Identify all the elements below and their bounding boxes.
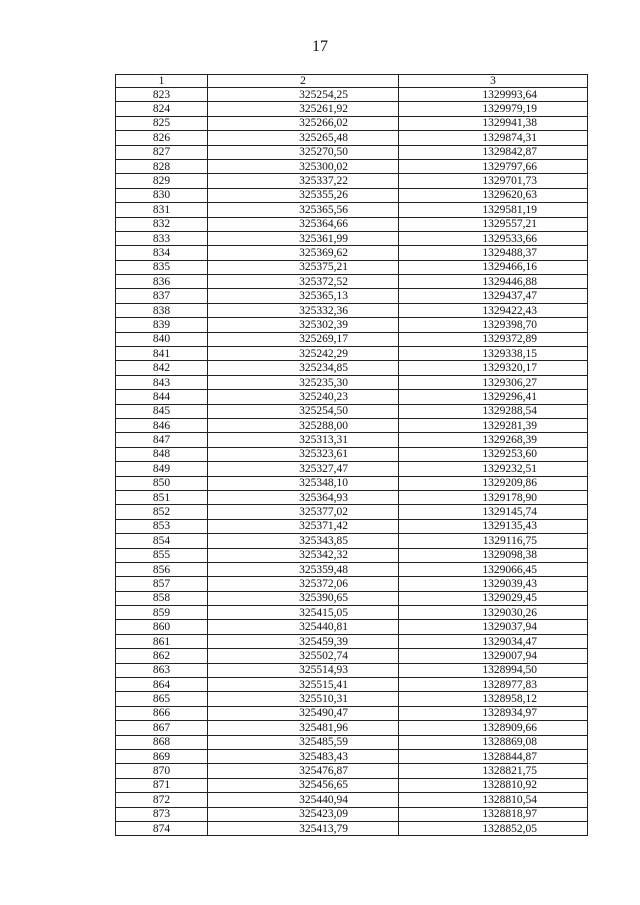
point-number-cell: 854: [116, 534, 208, 548]
coordinate-y-cell: 1329066,45: [399, 562, 588, 576]
point-number-cell: 861: [116, 634, 208, 648]
table-body: [116, 88, 588, 836]
point-number-cell: 832: [116, 217, 208, 231]
point-number-cell: 824: [116, 102, 208, 116]
table-row: [116, 548, 588, 562]
coordinate-y-cell: 1329268,39: [399, 433, 588, 447]
table-row: [116, 778, 588, 792]
table-row: [116, 303, 588, 317]
coordinates-table: [115, 74, 588, 836]
point-number-cell: 827: [116, 145, 208, 159]
coordinate-x-cell: 325342,32: [208, 548, 399, 562]
table-row: [116, 505, 588, 519]
coordinate-y-cell: 1329437,47: [399, 289, 588, 303]
coordinate-x-cell: 325234,85: [208, 361, 399, 375]
coordinate-y-cell: 1329209,86: [399, 476, 588, 490]
coordinate-y-cell: 1329842,87: [399, 145, 588, 159]
table-row: [116, 591, 588, 605]
point-number-cell: 843: [116, 375, 208, 389]
coordinate-x-cell: 325343,85: [208, 534, 399, 548]
coordinate-x-cell: 325261,92: [208, 102, 399, 116]
table-row: [116, 749, 588, 763]
coordinate-y-cell: 1328977,83: [399, 678, 588, 692]
coordinate-x-cell: 325371,42: [208, 519, 399, 533]
coordinate-y-cell: 1329993,64: [399, 88, 588, 102]
coordinate-y-cell: 1328844,87: [399, 749, 588, 763]
point-number-cell: 872: [116, 793, 208, 807]
coordinate-y-cell: 1329178,90: [399, 490, 588, 504]
coordinate-x-cell: 325235,30: [208, 375, 399, 389]
table-row: [116, 231, 588, 245]
point-number-cell: 838: [116, 303, 208, 317]
point-number-cell: 826: [116, 131, 208, 145]
table-header-row: [116, 75, 588, 88]
coordinate-y-cell: 1329874,31: [399, 131, 588, 145]
coordinate-y-cell: 1329135,43: [399, 519, 588, 533]
coordinate-x-cell: 325490,47: [208, 706, 399, 720]
coordinate-x-cell: 325361,99: [208, 231, 399, 245]
point-number-cell: 851: [116, 490, 208, 504]
coordinate-x-cell: 325240,23: [208, 390, 399, 404]
table-row: [116, 260, 588, 274]
point-number-cell: 846: [116, 418, 208, 432]
point-number-cell: 840: [116, 332, 208, 346]
coordinate-x-cell: 325456,65: [208, 778, 399, 792]
point-number-cell: 850: [116, 476, 208, 490]
coordinate-x-cell: 325332,36: [208, 303, 399, 317]
coordinate-y-cell: 1329941,38: [399, 116, 588, 130]
coordinate-x-cell: 325302,39: [208, 318, 399, 332]
table-row: [116, 534, 588, 548]
point-number-cell: 855: [116, 548, 208, 562]
coordinate-x-cell: 325266,02: [208, 116, 399, 130]
point-number-cell: 873: [116, 807, 208, 821]
column-header-3: 3: [399, 75, 588, 88]
table-row: [116, 289, 588, 303]
point-number-cell: 841: [116, 347, 208, 361]
table-row: [116, 562, 588, 576]
table-row: [116, 131, 588, 145]
table-row: [116, 577, 588, 591]
point-number-cell: 848: [116, 447, 208, 461]
coordinate-x-cell: 325510,31: [208, 692, 399, 706]
table-row: [116, 203, 588, 217]
point-number-cell: 867: [116, 721, 208, 735]
coordinate-x-cell: 325514,93: [208, 663, 399, 677]
coordinate-x-cell: 325288,00: [208, 418, 399, 432]
point-number-cell: 862: [116, 649, 208, 663]
coordinate-x-cell: 325372,52: [208, 275, 399, 289]
coordinate-x-cell: 325254,50: [208, 404, 399, 418]
table-row: [116, 246, 588, 260]
table-row: [116, 116, 588, 130]
coordinate-x-cell: 325327,47: [208, 462, 399, 476]
coordinate-x-cell: 325372,06: [208, 577, 399, 591]
point-number-cell: 830: [116, 188, 208, 202]
table-row: [116, 361, 588, 375]
coordinate-x-cell: 325481,96: [208, 721, 399, 735]
coordinate-y-cell: 1328821,75: [399, 764, 588, 778]
coordinate-y-cell: 1329581,19: [399, 203, 588, 217]
coordinate-x-cell: 325485,59: [208, 735, 399, 749]
coordinate-x-cell: 325440,81: [208, 620, 399, 634]
coordinate-y-cell: 1329116,75: [399, 534, 588, 548]
table-row: [116, 462, 588, 476]
table-row: [116, 404, 588, 418]
column-header-2: 2: [208, 75, 399, 88]
coordinate-y-cell: 1329620,63: [399, 188, 588, 202]
coordinate-x-cell: 325323,61: [208, 447, 399, 461]
coordinate-x-cell: 325359,48: [208, 562, 399, 576]
coordinate-y-cell: 1329253,60: [399, 447, 588, 461]
coordinate-y-cell: 1329466,16: [399, 260, 588, 274]
coordinate-y-cell: 1328810,54: [399, 793, 588, 807]
point-number-cell: 842: [116, 361, 208, 375]
table-row: [116, 490, 588, 504]
point-number-cell: 834: [116, 246, 208, 260]
coordinate-y-cell: 1329007,94: [399, 649, 588, 663]
coordinate-y-cell: 1329446,88: [399, 275, 588, 289]
coordinate-x-cell: 325265,48: [208, 131, 399, 145]
point-number-cell: 839: [116, 318, 208, 332]
coordinate-y-cell: 1329030,26: [399, 606, 588, 620]
point-number-cell: 835: [116, 260, 208, 274]
table-row: [116, 159, 588, 173]
table-row: [116, 418, 588, 432]
page-number: 17: [312, 38, 328, 55]
point-number-cell: 857: [116, 577, 208, 591]
coordinate-y-cell: 1329338,15: [399, 347, 588, 361]
coordinate-y-cell: 1328869,08: [399, 735, 588, 749]
coordinate-x-cell: 325459,39: [208, 634, 399, 648]
table-row: [116, 678, 588, 692]
coordinate-x-cell: 325375,21: [208, 260, 399, 274]
coordinate-y-cell: 1329034,47: [399, 634, 588, 648]
point-number-cell: 833: [116, 231, 208, 245]
point-number-cell: 859: [116, 606, 208, 620]
table-row: [116, 606, 588, 620]
point-number-cell: 874: [116, 821, 208, 835]
table-row: [116, 793, 588, 807]
table-row: [116, 649, 588, 663]
point-number-cell: 864: [116, 678, 208, 692]
coordinate-y-cell: 1329488,37: [399, 246, 588, 260]
table-row: [116, 692, 588, 706]
coordinate-y-cell: 1329029,45: [399, 591, 588, 605]
coordinate-x-cell: 325440,94: [208, 793, 399, 807]
table-row: [116, 433, 588, 447]
table-row: [116, 620, 588, 634]
coordinate-x-cell: 325365,56: [208, 203, 399, 217]
table-row: [116, 706, 588, 720]
coordinate-y-cell: 1328934,97: [399, 706, 588, 720]
point-number-cell: 860: [116, 620, 208, 634]
point-number-cell: 837: [116, 289, 208, 303]
point-number-cell: 852: [116, 505, 208, 519]
table-row: [116, 807, 588, 821]
coordinate-x-cell: 325242,29: [208, 347, 399, 361]
table-row: [116, 217, 588, 231]
table-row: [116, 721, 588, 735]
coordinate-y-cell: 1329281,39: [399, 418, 588, 432]
table-row: [116, 102, 588, 116]
coordinate-x-cell: 325515,41: [208, 678, 399, 692]
coordinate-y-cell: 1329296,41: [399, 390, 588, 404]
coordinate-y-cell: 1328958,12: [399, 692, 588, 706]
point-number-cell: 865: [116, 692, 208, 706]
point-number-cell: 828: [116, 159, 208, 173]
coordinate-x-cell: 325413,79: [208, 821, 399, 835]
point-number-cell: 849: [116, 462, 208, 476]
point-number-cell: 845: [116, 404, 208, 418]
coordinate-y-cell: 1329037,94: [399, 620, 588, 634]
point-number-cell: 829: [116, 174, 208, 188]
column-header-1: 1: [116, 75, 208, 88]
coordinate-y-cell: 1329098,38: [399, 548, 588, 562]
coordinate-x-cell: 325348,10: [208, 476, 399, 490]
coordinate-y-cell: 1329979,19: [399, 102, 588, 116]
coordinate-y-cell: 1329422,43: [399, 303, 588, 317]
coordinate-y-cell: 1329145,74: [399, 505, 588, 519]
point-number-cell: 869: [116, 749, 208, 763]
point-number-cell: 844: [116, 390, 208, 404]
coordinate-x-cell: 325365,13: [208, 289, 399, 303]
coordinate-x-cell: 325254,25: [208, 88, 399, 102]
coordinate-x-cell: 325355,26: [208, 188, 399, 202]
coordinate-x-cell: 325270,50: [208, 145, 399, 159]
coordinate-y-cell: 1328994,50: [399, 663, 588, 677]
point-number-cell: 866: [116, 706, 208, 720]
point-number-cell: 853: [116, 519, 208, 533]
coordinate-x-cell: 325369,62: [208, 246, 399, 260]
point-number-cell: 858: [116, 591, 208, 605]
coordinate-y-cell: 1329533,66: [399, 231, 588, 245]
table-row: [116, 347, 588, 361]
coordinate-y-cell: 1329797,66: [399, 159, 588, 173]
point-number-cell: 863: [116, 663, 208, 677]
point-number-cell: 831: [116, 203, 208, 217]
table-row: [116, 145, 588, 159]
point-number-cell: 823: [116, 88, 208, 102]
coordinate-y-cell: 1329288,54: [399, 404, 588, 418]
coordinate-x-cell: 325313,31: [208, 433, 399, 447]
coordinate-x-cell: 325377,02: [208, 505, 399, 519]
coordinate-y-cell: 1328810,92: [399, 778, 588, 792]
coordinate-x-cell: 325423,09: [208, 807, 399, 821]
point-number-cell: 847: [116, 433, 208, 447]
coordinate-y-cell: 1329398,70: [399, 318, 588, 332]
coordinate-x-cell: 325476,87: [208, 764, 399, 778]
point-number-cell: 836: [116, 275, 208, 289]
table-row: [116, 821, 588, 835]
coordinate-x-cell: 325483,43: [208, 749, 399, 763]
coordinate-y-cell: 1329557,21: [399, 217, 588, 231]
coordinate-y-cell: 1329320,17: [399, 361, 588, 375]
coordinate-y-cell: 1329232,51: [399, 462, 588, 476]
table-row: [116, 663, 588, 677]
coordinate-x-cell: 325300,02: [208, 159, 399, 173]
point-number-cell: 870: [116, 764, 208, 778]
coordinate-x-cell: 325269,17: [208, 332, 399, 346]
coordinate-x-cell: 325337,22: [208, 174, 399, 188]
coordinate-x-cell: 325364,93: [208, 490, 399, 504]
table-row: [116, 188, 588, 202]
table-row: [116, 318, 588, 332]
coordinate-x-cell: 325502,74: [208, 649, 399, 663]
table-row: [116, 375, 588, 389]
coordinate-x-cell: 325364,66: [208, 217, 399, 231]
point-number-cell: 868: [116, 735, 208, 749]
coordinate-y-cell: 1329306,27: [399, 375, 588, 389]
table-row: [116, 174, 588, 188]
table-row: [116, 519, 588, 533]
point-number-cell: 871: [116, 778, 208, 792]
coordinate-x-cell: 325415,05: [208, 606, 399, 620]
table-row: [116, 447, 588, 461]
coordinate-y-cell: 1328852,05: [399, 821, 588, 835]
coordinate-y-cell: 1329701,73: [399, 174, 588, 188]
table-row: [116, 735, 588, 749]
coordinate-x-cell: 325390,65: [208, 591, 399, 605]
coordinate-y-cell: 1329039,43: [399, 577, 588, 591]
table-row: [116, 764, 588, 778]
point-number-cell: 856: [116, 562, 208, 576]
table-row: [116, 390, 588, 404]
coordinate-y-cell: 1328909,66: [399, 721, 588, 735]
point-number-cell: 825: [116, 116, 208, 130]
table-row: [116, 275, 588, 289]
coordinate-y-cell: 1328818,97: [399, 807, 588, 821]
table-row: [116, 634, 588, 648]
table-row: [116, 476, 588, 490]
table-row: [116, 88, 588, 102]
coordinate-y-cell: 1329372,89: [399, 332, 588, 346]
table-row: [116, 332, 588, 346]
